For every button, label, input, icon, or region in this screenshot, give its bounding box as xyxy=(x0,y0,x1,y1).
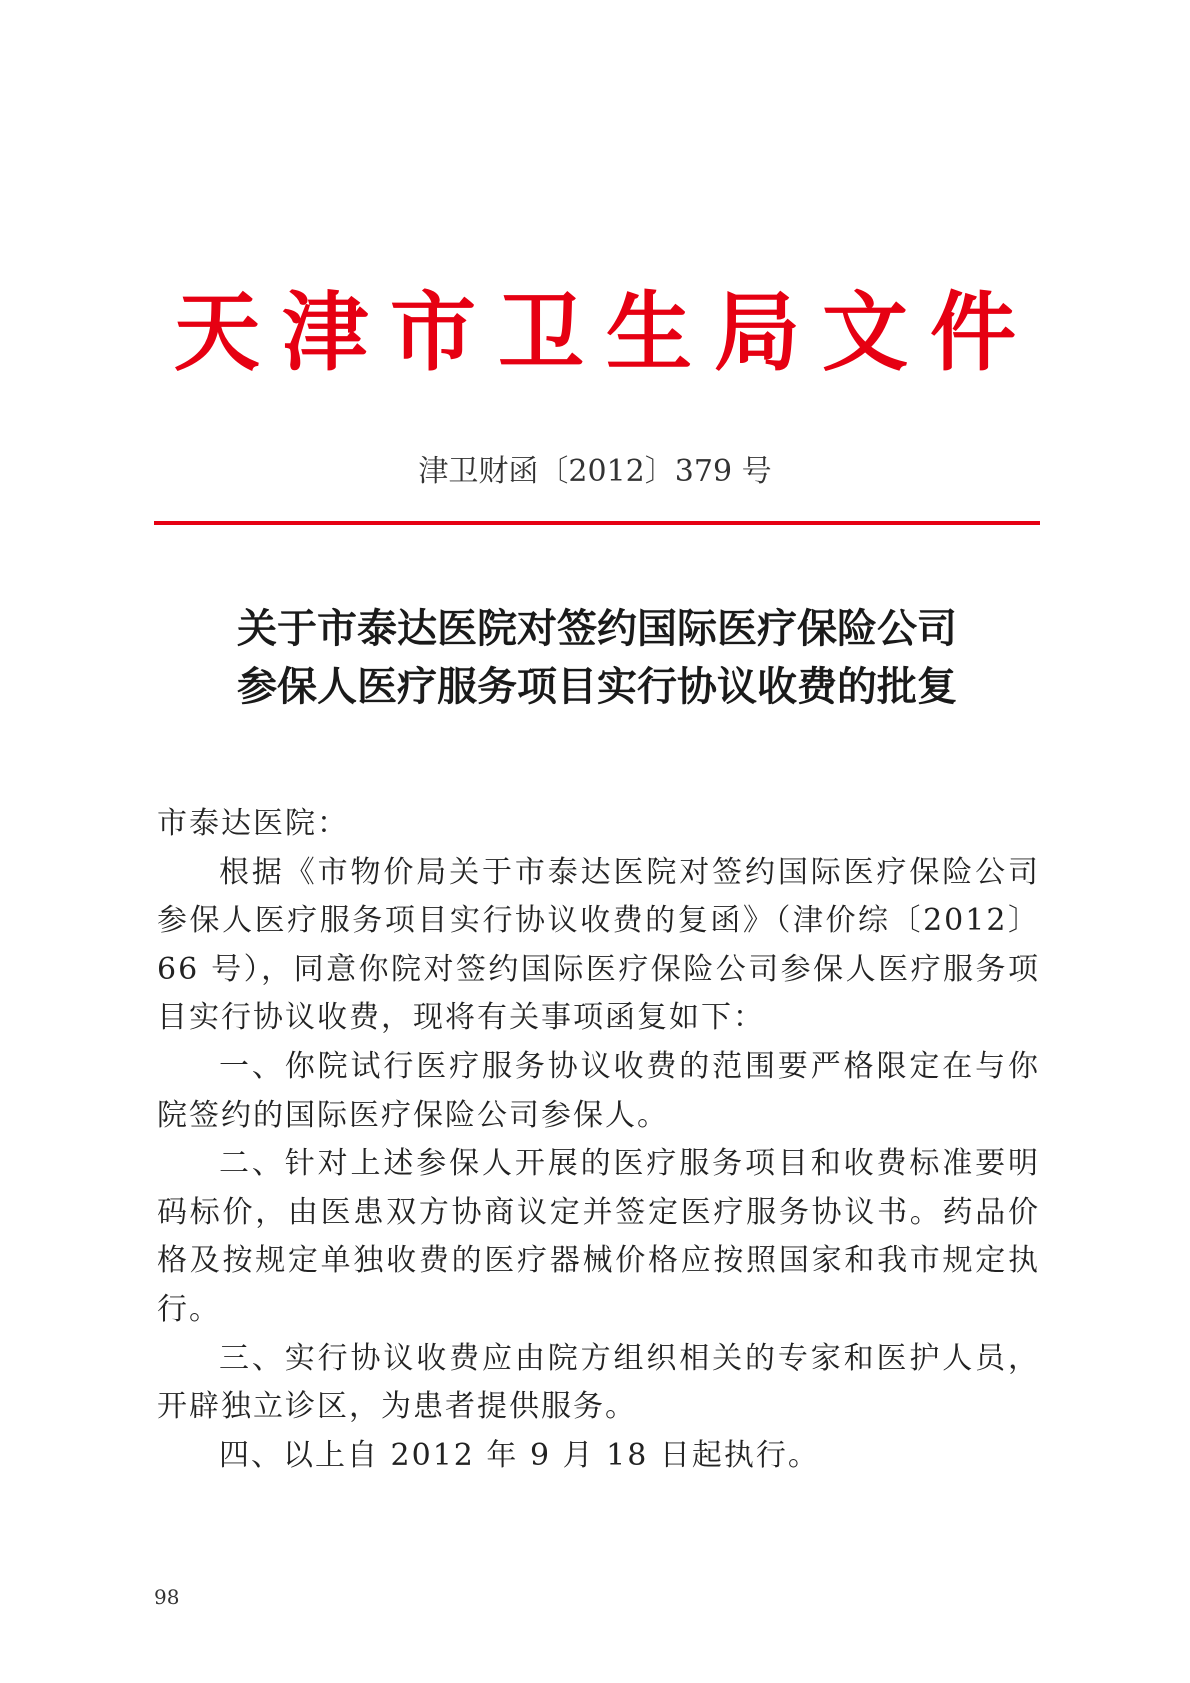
body-paragraph-intro: 根据《市物价局关于市泰达医院对签约国际医疗保险公司参保人医疗服务项目实行协议收费的复函》（津价综〔2012〕66 号），同意你院对签约国际医疗保险公司参保人医疗服务项目实行协议收费，现将有关事项函复如下： xyxy=(157,854,1040,1036)
document-title-line-2: 参保人医疗服务项目实行协议收费的批复 xyxy=(237,664,957,710)
document-title-line-1: 关于市泰达医院对签约国际医疗保险公司 xyxy=(237,606,957,652)
body-paragraph-item-2: 二、针对上述参保人开展的医疗服务项目和收费标准要明码标价，由医患双方协商议定并签定医疗服务协议书。药品价格及按规定单独收费的医疗器械价格应按照国家和我市规定执行。 xyxy=(157,1146,1040,1327)
body-paragraph-item-4: 四、以上自 2012 年 9 月 18 日起执行。 xyxy=(219,1437,820,1473)
body-paragraph-item-3: 三、实行协议收费应由院方组织相关的专家和医护人员，开辟独立诊区，为患者提供服务。 xyxy=(157,1340,1040,1425)
document-title xyxy=(154,600,1040,716)
page-number: 98 xyxy=(154,1585,180,1609)
document-body xyxy=(157,800,1040,1480)
salutation: 市泰达医院： xyxy=(157,806,349,841)
document-number: 津卫财函〔2012〕379 号 xyxy=(418,454,772,489)
header-divider-rule xyxy=(154,521,1040,525)
body-paragraph-item-1: 一、你院试行医疗服务协议收费的范围要严格限定在与你院签约的国际医疗保险公司参保人。 xyxy=(157,1048,1040,1133)
issuing-authority-header: 天津市卫生局文件 xyxy=(174,283,1038,383)
